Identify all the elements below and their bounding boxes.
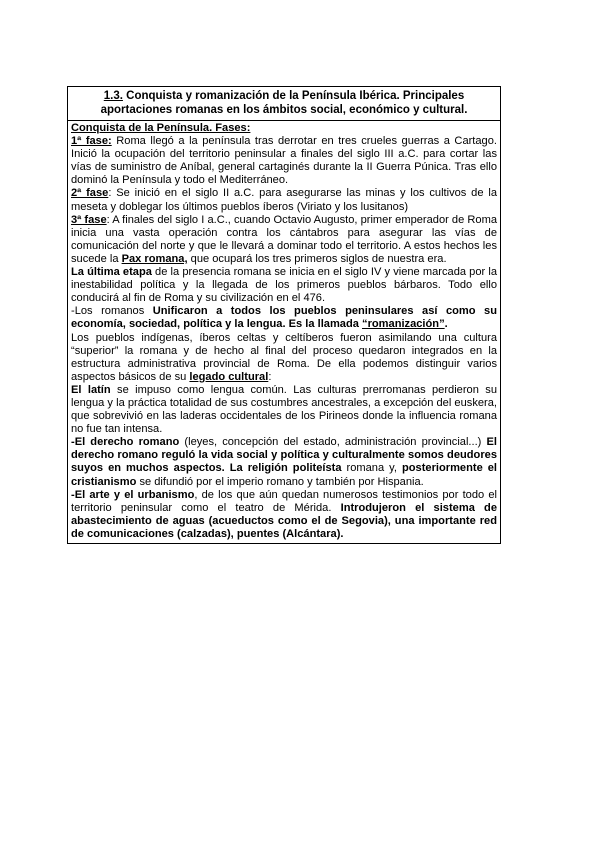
unificaron-period: . xyxy=(444,318,448,331)
table-body xyxy=(68,121,500,543)
derecho-text1: (leyes, concepción del estado, administración provincial...) xyxy=(179,436,487,449)
paragraph-latin xyxy=(71,384,497,436)
paragraph-fase2 xyxy=(71,187,497,213)
fase2-label: 2ª fase xyxy=(71,187,109,200)
fase3-after: que ocupará los tres primeros siglos de nuestra era. xyxy=(187,252,447,265)
paragraph-arte xyxy=(71,489,497,541)
fase3-label: 3ª fase xyxy=(71,213,107,226)
derecho-bold2: El derecho romano reguló la vida social y política y culturalmente somos deudores suyos en muchos aspectos. La religión politeísta xyxy=(71,436,497,475)
subsection-title: Conquista de la Península. Fases: xyxy=(71,122,251,134)
indigenas-text: Los pueblos indígenas, íberos celtas y celtíberos fueron asimilando una cultura “superior” la romana y de hecho al final del proceso quedaron integrados en la estructura administrativa provincial de Roma. De ella podemos distinguir varios aspectos básicos de su xyxy=(71,331,497,383)
indigenas-colon: : xyxy=(268,370,272,383)
paragraph-fase3 xyxy=(71,214,497,266)
latin-text: se impuso como lengua común. Las culturas prerromanas perdieron su lengua y la práctica totalidad de sus costumbres ancestrales, a excepción del euskera, que sobrevivió en las laderas occidentales de los Pirineos donde la influencia romana no fue tan intensa. xyxy=(71,383,497,436)
content-table xyxy=(67,86,501,544)
legado-cultural: legado cultural xyxy=(189,370,269,383)
paragraph-indigenas xyxy=(71,332,497,384)
latin-bold: El latín xyxy=(71,383,111,396)
pax-romana: Pax romana, xyxy=(121,252,188,265)
derecho-bold3: posteriormente el cristianismo xyxy=(71,462,498,488)
section-title: Conquista y romanización de la Península Ibérica. Principales aportaciones romanas en los ámbitos social, económico y cultural. xyxy=(100,90,468,116)
fase1-label: 1ª fase: xyxy=(71,135,112,148)
derecho-text3: se difundió por el imperio romano y también por Hispania. xyxy=(136,475,424,488)
arte-bold1: -El arte y el urbanismo xyxy=(71,488,195,501)
ultima-etapa-bold: La última etapa xyxy=(71,266,152,279)
fase1-text: Roma llegó a la península tras derrotar en tres crueles guerras a Cartago. Inició la ocupación del territorio peninsular a finales del siglo III a.C. para cortar las vías de suministro de Aníbal, general cartaginés durante la II Guerra Púnica. Tras ello dominó la Península y todo el Mediterráneo. xyxy=(71,135,497,187)
paragraph-fase1 xyxy=(71,135,497,187)
table-header xyxy=(68,87,500,121)
paragraph-derecho xyxy=(71,436,497,488)
paragraph-unificaron xyxy=(71,305,497,331)
paragraph-ultima-etapa xyxy=(71,266,497,305)
ultima-etapa-text: de la presencia romana se inicia en el siglo IV y viene marcada por la inestabilidad política y la llegada de los primeros pueblos bárbaros. Todo ello conducirá al fin de Roma y su civilización en el 476. xyxy=(71,266,498,305)
subsection-heading xyxy=(71,122,497,135)
section-number: 1.3. xyxy=(103,90,123,102)
unificaron-bold: Unificaron a todos los pueblos peninsulares así como su economía, sociedad, política y la lengua. Es la llamada xyxy=(71,305,497,331)
arte-bold2: Introdujeron el sistema de abastecimiento de aguas (acueductos como el de Segovia), una importante red de comunicaciones (calzadas), puentes (Alcántara). xyxy=(71,501,497,540)
arte-text1: , de los que aún quedan numerosos testimonios por todo el territorio peninsular como el teatro de Mérida. xyxy=(71,488,497,514)
romanizacion-term: “romanización” xyxy=(362,318,445,331)
fase3-text: : A finales del siglo I a.C., cuando Octavio Augusto, primer emperador de Roma inicia una vasta operación contra los cántabros para asegurar las vías de comunicación del norte y que le llevará a dominar todo el territorio. A estos hechos les sucede la xyxy=(71,213,497,265)
derecho-bold1: -El derecho romano xyxy=(71,436,180,449)
fase2-text: : Se inició en el siglo II a.C. para asegurarse las minas y los cultivos de la meseta y doblegar los últimos pueblos íberos (Viriato y los lusitanos) xyxy=(71,187,497,213)
unificaron-pre: -Los romanos xyxy=(71,305,153,318)
derecho-text2: romana y, xyxy=(341,462,402,475)
